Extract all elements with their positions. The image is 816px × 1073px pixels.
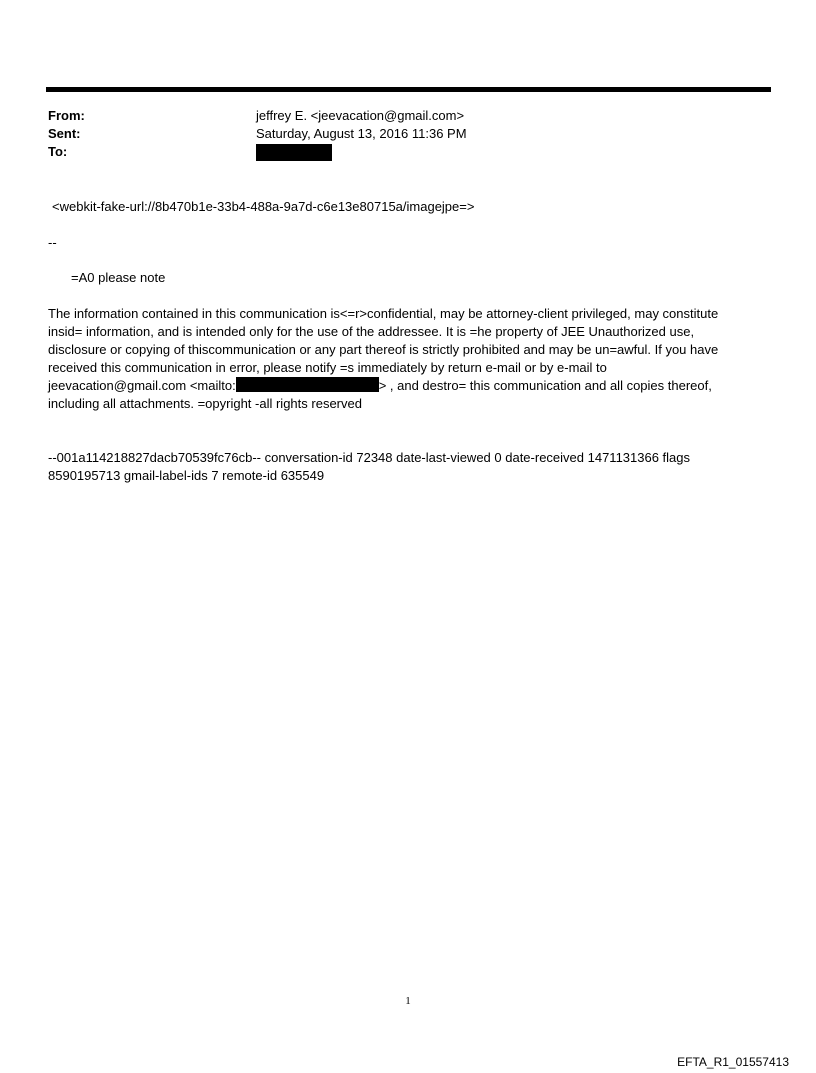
signature-separator: -- [48, 235, 57, 250]
to-label: To: [48, 144, 68, 159]
disclaimer-line-5-prefix: jeevacation@gmail.com <mailto: [48, 378, 236, 393]
disclaimer-line-1: The information contained in this communication is<=r>confidential, may be attorney-client privileged, may constitute [48, 306, 719, 321]
bates-number: EFTA_R1_01557413 [677, 1055, 789, 1069]
to-redaction [256, 144, 332, 161]
disclaimer-line-6: including all attachments. =opyright -all rights reserved [48, 396, 362, 411]
disclaimer-line-2: insid= information, and is intended only for the use of the addressee. It is =he property of JEE Unauthorized use, [48, 324, 695, 339]
header-divider [46, 87, 771, 92]
from-label: From: [48, 108, 85, 123]
disclaimer-line-5-suffix: > , and destro= this communication and all copies thereof, [378, 378, 712, 393]
metadata-line-2: 8590195713 gmail-label-ids 7 remote-id 635549 [48, 468, 325, 483]
disclaimer-line-3: disclosure or copying of thiscommunication or any part thereof is strictly prohibited and may be un=awful. If you have [48, 342, 719, 357]
mailto-redaction [236, 377, 379, 392]
disclaimer-line-5 [48, 377, 712, 395]
disclaimer-line-4: received this communication in error, please notify =s immediately by return e-mail or by e-mail to [48, 360, 607, 375]
image-reference: <webkit-fake-url://8b470b1e-33b4-488a-9a7d-c6e13e80715a/imagejpe=> [52, 199, 475, 214]
metadata-line-1: --001a114218827dacb70539fc76cb-- conversation-id 72348 date-last-viewed 0 date-received 1471131366 flags [48, 450, 691, 465]
page-number: 1 [405, 995, 411, 1007]
sent-label: Sent: [48, 126, 81, 141]
from-value: jeffrey E. <jeevacation@gmail.com> [256, 108, 465, 123]
sent-value: Saturday, August 13, 2016 11:36 PM [256, 126, 467, 141]
please-note: =A0 please note [71, 270, 166, 285]
